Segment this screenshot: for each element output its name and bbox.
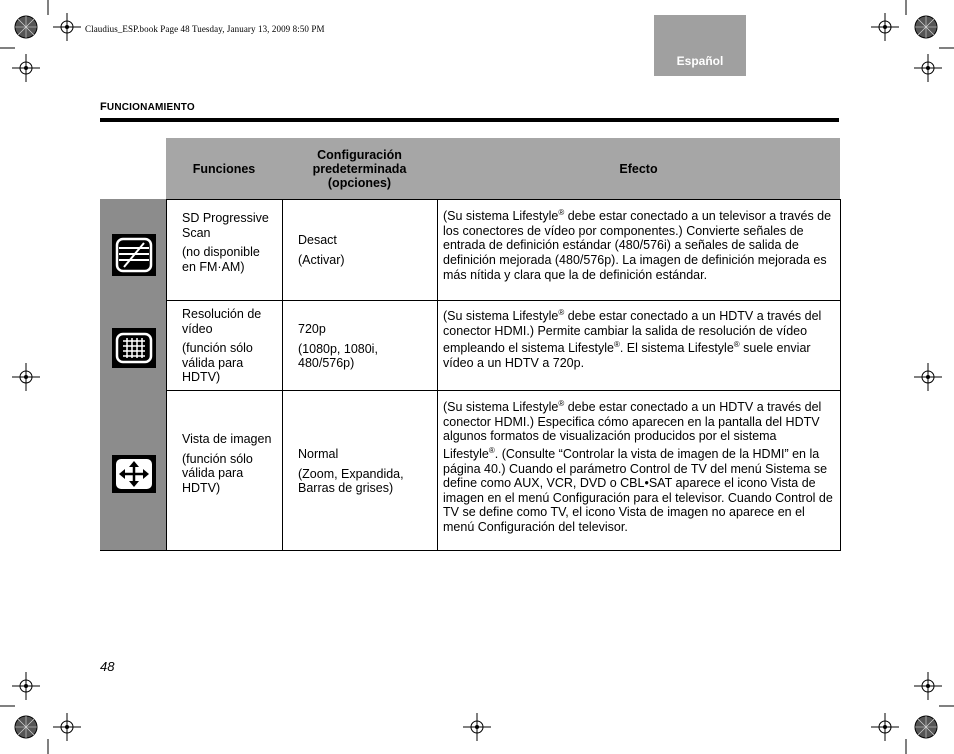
options-value: (1080p, 1080i, 480/576p) bbox=[298, 341, 378, 370]
page-number: 48 bbox=[100, 659, 115, 674]
default-value: 720p bbox=[298, 322, 326, 336]
registered-mark: ® bbox=[733, 340, 740, 350]
default-value: Normal bbox=[298, 447, 339, 461]
effect-text: debe estar conectado a un HDTV a través del conector HDMI.) Especifica cómo aparecen en la pantalla del HDTV algunos formatos de visualización producidos por el sistema Lifestyle bbox=[443, 400, 822, 462]
function-name: SD Progressive Scan bbox=[182, 211, 269, 240]
header-default-line3: (opciones) bbox=[327, 175, 392, 190]
registered-mark: ® bbox=[558, 399, 565, 408]
effect-text: (Su sistema Lifestyle bbox=[443, 400, 559, 415]
language-tab-label: Español bbox=[676, 54, 724, 68]
function-note: (no disponible en FM·AM) bbox=[182, 245, 260, 274]
effect-text: (Su sistema Lifestyle bbox=[443, 309, 559, 324]
effect-text: . (Consulte “Controlar la vista de imagen de la HDMI” en la página 40.) Cuando el parámetro Control de TV del menú Sistema se define como AUX, VCR, DVD o CBL•SAT aparece el icono Vista de imagen en el menú Configuración para el televisor. Cuando Control de TV se define como TV, el icono Vista de imagen no aparece en el menú Configuración del televisor. bbox=[443, 447, 833, 535]
effect-text: debe estar conectado a un televisor a través de los conectores de vídeo por componentes.) Convierte señales de entrada de definición estándar (480/576i) a señales de salida de definición mejorada (480/576p). La imagen de definición mejorada es más nítida y clara que la de definición estándar. bbox=[443, 209, 832, 282]
options-value: (Activar) bbox=[298, 252, 345, 267]
header-default-line2: predeterminada bbox=[312, 161, 407, 176]
registered-mark: ® bbox=[613, 340, 620, 350]
function-note: (función sólo válida para HDTV) bbox=[182, 451, 253, 495]
effect-text: debe estar conectado a un HDTV a través del conector HDMI.) Permite cambiar la salida de resolución de vídeo empleando el sistema Lifestyle bbox=[443, 309, 822, 356]
default-value: Desact bbox=[298, 233, 337, 247]
function-note: (función sólo válida para HDTV) bbox=[182, 341, 253, 384]
header-default-line1: Configuración bbox=[317, 147, 402, 162]
options-value: (Zoom, Expandida, Barras de grises) bbox=[298, 466, 404, 495]
effect-text: suele enviar vídeo a un HDTV a 720p. bbox=[443, 341, 811, 371]
registered-mark: ® bbox=[488, 445, 495, 455]
header-effect: Efecto bbox=[619, 161, 658, 176]
function-name: Vista de imagen bbox=[182, 432, 272, 446]
effect-text: . El sistema Lifestyle bbox=[619, 341, 734, 356]
section-title-rest: UNCIONAMIENTO bbox=[106, 102, 195, 113]
section-title-initial: F bbox=[100, 101, 107, 113]
registered-mark: ® bbox=[558, 208, 565, 217]
print-header: Claudius_ESP.book Page 48 Tuesday, January 13, 2009 8:50 PM bbox=[85, 24, 325, 34]
registered-mark: ® bbox=[558, 308, 565, 317]
function-name: Resolución de vídeo bbox=[182, 307, 262, 336]
header-functions: Funciones bbox=[192, 161, 256, 176]
effect-text: (Su sistema Lifestyle bbox=[443, 209, 559, 224]
